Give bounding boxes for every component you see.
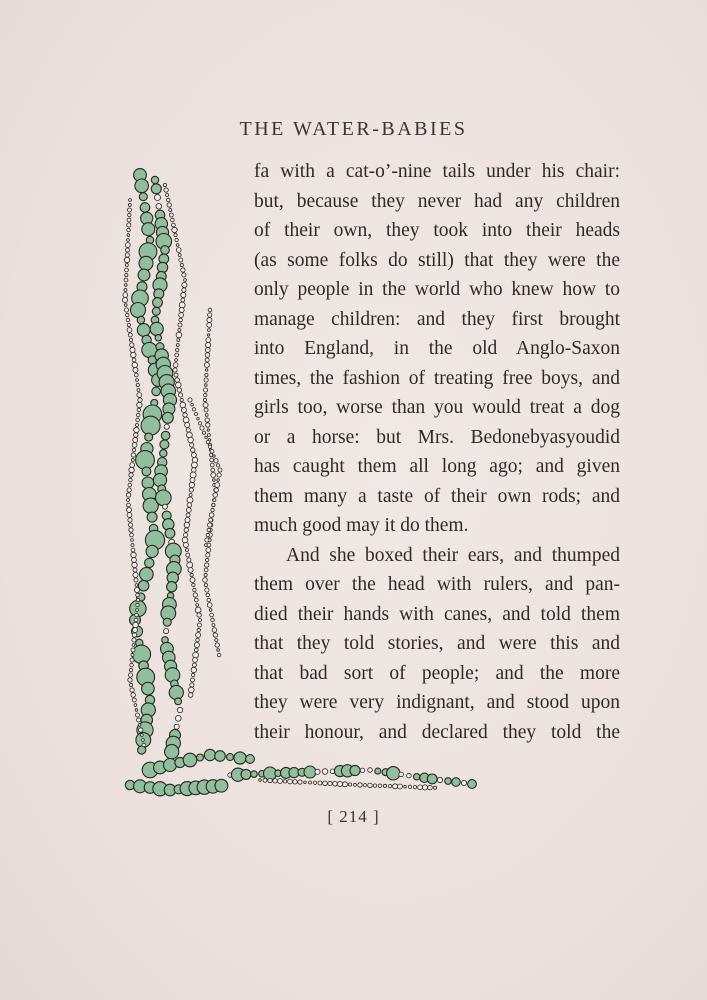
text-line: or a horse: but Mrs. Bedonebyasyoudid (254, 426, 620, 448)
text-line: much good may it do them. (254, 515, 469, 536)
text-line: they were very indignant, and stood upon (254, 692, 620, 713)
text-line: that they told stories, and were this and (254, 633, 620, 654)
text-line: times, the fashion of treating free boys, and (254, 367, 620, 389)
text-line: fa with a cat-o’-nine tails under his chair: (254, 161, 620, 182)
body-text (254, 157, 620, 747)
paragraph-first-line: And she boxed their ears, and thumped (286, 544, 620, 566)
text-line: (as some folks do still) that they were the (254, 249, 620, 271)
text-line: girls too, worse than you would treat a dog (254, 397, 620, 418)
text-line: manage children: and they first brought (254, 308, 620, 330)
text-line: has caught them all long ago; and given (254, 456, 620, 477)
text-line: their honour, and declared they told the (254, 721, 620, 743)
text-line: into England, in the old Anglo-Saxon (254, 338, 620, 359)
text-line: only people in the world who knew how to (254, 279, 620, 300)
text-line: of their own, they took into their heads (254, 220, 620, 241)
running-head: THE WATER-BABIES (239, 118, 468, 140)
text-line: died their hands with canes, and told them (254, 603, 620, 625)
text-line: them over the head with rulers, and pan- (254, 574, 620, 595)
page-number: [ 214 ] (327, 807, 380, 826)
text-line: that bad sort of people; and the more (254, 662, 620, 684)
text-line: them many a taste of their own rods; and (254, 485, 620, 507)
text-line: but, because they never had any children (254, 190, 620, 212)
